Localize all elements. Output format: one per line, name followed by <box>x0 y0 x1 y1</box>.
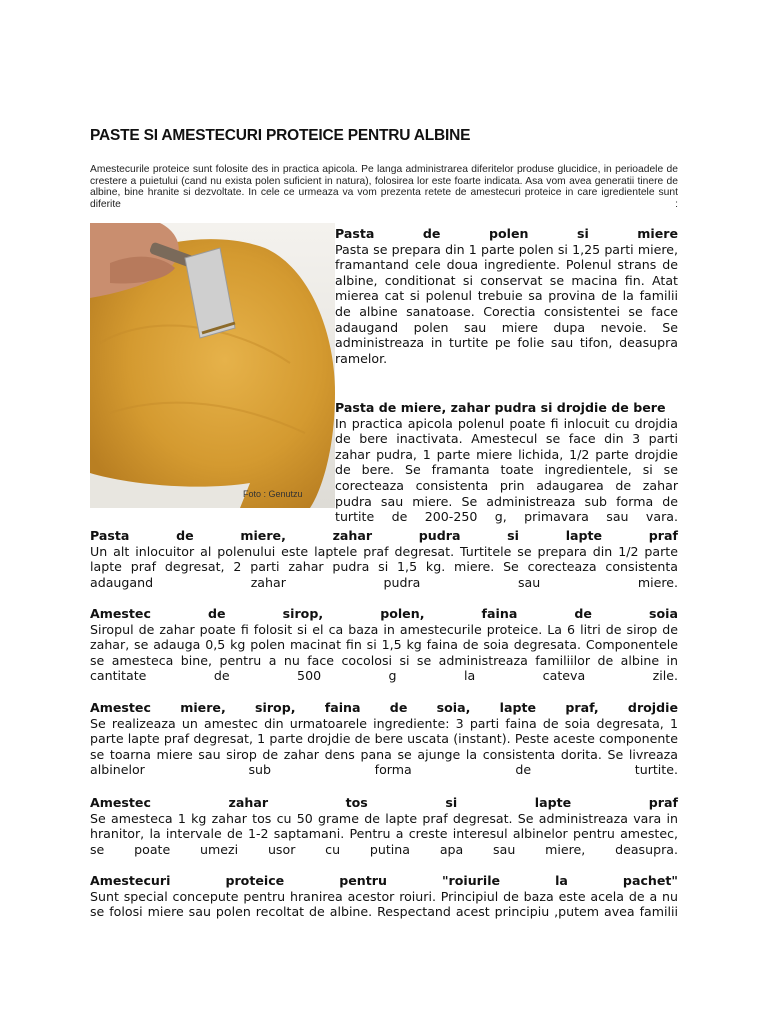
section-heading: Pasta de polen si miere <box>335 226 678 241</box>
section-heading: Pasta de miere, zahar pudra si lapte praf <box>90 528 678 543</box>
section-text: In practica apicola polenul poate fi inlocuit cu drojdia de bere inactivata. Amestecul se face din 3 parti zahar pudra, 1 parte miere lichida, 1/2 parte drojdie de bere. Se framanta toate ingredientele, si se corecteaza consistenta prin adaugarea de zahar pudra sau miere. Se administreaza sub forma de turtite de 200-250 g, primavara sau vara. <box>335 415 678 525</box>
section-sirop-polen-soia <box>90 606 678 684</box>
section-miere-zahar-lapte <box>90 528 678 590</box>
section-heading: Pasta de miere, zahar pudra si drojdie de bere <box>335 400 666 415</box>
intro-paragraph: Amestecurile proteice sunt folosite des in practica apicola. Pe langa administrarea diferitelor produse glucidice, in perioadele de crestere a puietului (cand nu exista polen suficient in natura), folosirea lor este foarte indicata. Asa vom avea generatii tinere de albine, bine hranite si dezvoltate. In cele ce urmeaza va vom prezenta retete de amestecuri proteice in care igredientele sunt diferite : <box>90 164 678 210</box>
section-miere-sirop-soia-lapte-drojdie <box>90 700 678 778</box>
section-polen-miere <box>335 226 678 366</box>
section-text: Se amesteca 1 kg zahar tos cu 50 grame de lapte praf degresat. Se administreaza vara in hranitor, la intervale de 1-2 saptamani. Pentru a creste interesul albinelor pentru amestec, se poate umezi usor cu putina apa sau miere, deasupra. <box>90 810 678 857</box>
section-zahar-lapte <box>90 795 678 857</box>
section-miere-zahar-drojdie <box>335 400 678 525</box>
section-heading: Amestec zahar tos si lapte praf <box>90 795 678 810</box>
section-heading: Amestec miere, sirop, faina de soia, lapte praf, drojdie <box>90 700 678 715</box>
section-heading: Amestecuri proteice pentru "roiurile la pachet" <box>90 873 678 888</box>
section-text: Sunt special concepute pentru hranirea acestor roiuri. Principiul de baza este acela de a nu se folosi miere sau polen recoltat de albine. Respectand acest principiu ,putem avea familii <box>90 888 678 920</box>
section-text: Se realizeaza un amestec din urmatoarele ingrediente: 3 parti faina de soia degresata, 1 parte lapte praf degresat, 1 parte drojdie de bere uscata (instant). Peste aceste componente se toarna miere sau sirop de zahar dens pana se ajunge la consistenta dorita. Se livreaza albinelor sub forma de turtite. <box>90 715 678 778</box>
section-heading: Amestec de sirop, polen, faina de soia <box>90 606 678 621</box>
pollen-paste-photo <box>90 223 335 508</box>
section-text: Siropul de zahar poate fi folosit si el ca baza in amestecurile proteice. La 6 litri de sirop de zahar, se adauga 0,5 kg polen macinat fin si 1,5 kg faina de soia degresata. Componentele se amesteca bine, pentru a nu face cocolosi si se administreaza familiilor de albine in cantitate de 500 g la cateva zile. <box>90 621 678 684</box>
section-roiuri-pachet <box>90 873 678 920</box>
section-text: Pasta se prepara din 1 parte polen si 1,25 parti miere, framantand cele doua ingrediente. Polenul strans de albine, conditionat si conservat se macina fin. Atat mierea cat si polenul trebuie sa provina de la familii de albine sanatoase. Corectia consistentei se face adaugand polen sau miere dupa nevoie. Se administreaza in turtite pe folie sau tifon, deasupra ramelor. <box>335 241 678 366</box>
photo-caption: Foto : Genutzu <box>243 489 303 499</box>
section-text: Un alt inlocuitor al polenului este laptele praf degresat. Turtitele se prepara din 1/2 parte lapte praf degresat, 2 parti zahar pudra si 1,5 kg. miere. Se corecteaza consistenta adaugand zahar pudra sau miere. <box>90 543 678 590</box>
pollen-paste-illustration <box>90 223 335 508</box>
page-title: PASTE SI AMESTECURI PROTEICE PENTRU ALBINE <box>90 127 471 144</box>
